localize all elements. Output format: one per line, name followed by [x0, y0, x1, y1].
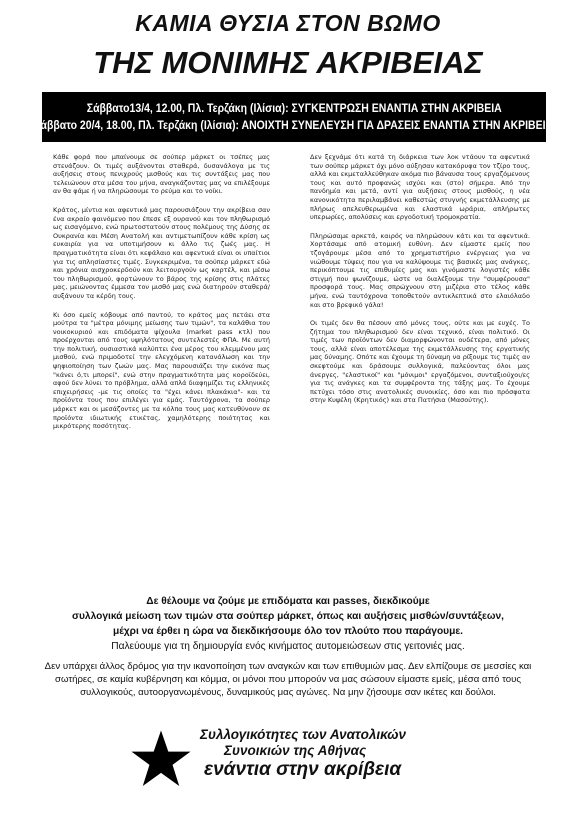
event-banner — [34, 92, 554, 142]
closing-text: Δεν υπάρχει άλλος δρόμος για την ικανοποίηση των αναγκών και των επιθυμιών μας. Δεν ελπίζουμε σε μεσσίες και σωτήρες, σε καμία κυβέρνηση και κόμμα, οι μόνοι που μπορούν να μας σώσουν είμαστε εμείς, μέσα από τους συλλογικούς, αυτοοργανωμένους, δυναμικούς μας αγώνες. Να μην ζήσουμε σαν ικέτες και δούλοι. — [44, 661, 532, 698]
demand-line: μέχρι να έρθει η ώρα να διεκδικήσουμε όλο τον πλούτο που παράγουμε. — [112, 626, 464, 637]
signature-line-1: Συλλογικότητες των Ανατολικών — [200, 727, 406, 742]
left-column — [53, 153, 270, 441]
paragraph: Κι όσο εμείς κόβουμε από παντού, το κράτος μας πετάει στα μούτρα τα "μέτρα μόνιμης μείωσης των τιμών", τα καλάθια του νοικοκυριού και επιδόματα ψίχουλα (market pass κτλ) που προέρχονται από τους υψηλότατους συντελεστές ΦΠΑ. Με αυτή την πολιτική, ουσιαστικά καλύπτει ένα μέρος του κλεμμένου μας μισθού, ενώ πριμοδοτεί την ελεγχόμενη κατανάλωση και την ψηφιοποίηση των ζωών μας. Μας παρουσιάζει την εικόνα πως "κάνει ό,τι μπορεί", ενώ στην πραγματικότητα μας κοροϊδεύει, αφού δεν λύνει το πρόβλημα, αλλά απλά διαφημίζει τις ελληνικές επιχειρήσεις -με τις οποίες τα "έχει κάνει πλακάκια"- και τα προϊόντα τους που επιλέγει για εμάς. Ταυτόχρονα, τα σούπερ μάρκετ και οι μεσάζοντες με τα κόλπα τους μας κατευθύνουν σε προϊόντα ιδιωτικής ετικέτας, χαμηλότερης ποιότητας και μικρότερης ποσότητας. — [53, 310, 270, 431]
event-line-2: Σάββατο 20/4, 18.00, Πλ. Τερζάκη (Ιλίσια): ΑΝΟΙΧΤΗ ΣΥΝΕΛΕΥΣΗ ΓΙΑ ΔΡΑΣΕΙΣ ΕΝΑΝΤΙΑ ΣΤΗΝ ΑΚΡΙΒΕΙΑ — [34, 118, 554, 132]
signature-line-2: Συνοικιών της Αθήνας — [224, 743, 367, 758]
right-column — [310, 153, 530, 415]
signature-line-3: ενάντια στην ακρίβεια — [204, 759, 402, 780]
demands-block — [30, 594, 546, 654]
event-line-1: Σάββατο13/4, 12.00, Πλ. Τερζάκη (Ιλίσια): ΣΥΓΚΕΝΤΡΩΣΗ ΕΝΑΝΤΙΑ ΣΤΗΝ ΑΚΡΙΒΕΙΑ — [86, 101, 502, 115]
star-icon — [130, 728, 192, 790]
paragraph: Κράτος, μίντια και αφεντικά μας παρουσιάζουν την ακρίβεια σαν ένα ακραίο φαινόμενο που έπεσε εξ ουρανού και τον πληθωρισμό ως εισαγόμενο, ενώ πρωτοστατούν στους πολέμους της Δύσης σε Ουκρανία και Μέση Ανατολή και αντιμετωπίζουν κάθε κρίση ως ευκαιρία για να υποτιμήσουν κι άλλο τις ζωές μας. Η πραγματικότητα είναι ότι κεφάλαιο και αφεντικά είναι οι υπαίτιοι για τις απλησίαστες τιμές. Συγκεκριμένα, τα σούπερ μάρκετ εδώ και χρόνια αισχροκερδούν και λειτουργούν ως καρτέλ, και μέσω του πληθωρισμού, φορτώνουν το βάρος της κρίσης στις πλάτες μας, μειώνοντας έμμεσα τον μισθό μας ενώ διατηρούν σταθερά/αυξάνουν τα κέρδη τους. — [53, 205, 270, 300]
paragraph: Κάθε φορά που μπαίνουμε σε σούπερ μάρκετ οι τσέπες μας στενάζουν. Οι τιμές αυξάνονται σταθερά, δυσανάλογα με τις αυξήσεις στους πενιχρούς μισθούς και τις συντάξεις μας που τελειώνουν στα μέσα του μήνα, αναγκάζοντας μας να επιλέξουμε αν θα φάμε ή να πληρώσουμε το ρεύμα και το νοίκι. — [53, 153, 270, 196]
paragraph: Πληρώσαμε αρκετά, καιρός να πληρώσουν κάτι και τα αφεντικά. Χορτάσαμε από ατομική ευθύνη. Δεν είμαστε εμείς που τζογάρουμε μέσα από το χρηματιστήριο ενέργειας για να νιώθουμε τύψεις που για να καλύψουμε τις βασικές μας ανάγκες, περικόπτουμε τις επιθυμίες μας και γινόμαστε λογιστές κάθε στιγμή που ψωνίζουμε, ώστε να διαλέξουμε την "συμφέρουσα" προσφορά τους. Μας σπρώχνουν στη μιζέρια στο τέλος κάθε μήνα, ενώ ταυτόχρονα τοποθετούν αντικλεπτικά στο ελαιόλαδο και στο βρεφικό γάλα! — [310, 231, 530, 309]
demand-line: Παλεύουμε για τη δημιουργία ενός κινήματος αυτομειώσεων στις γειτονιές μας. — [111, 641, 465, 652]
paragraph: Οι τιμές δεν θα πέσουν από μόνες τους, ούτε και με ευχές. Το ζήτημα του πληθωρισμού δεν είναι τεχνικό, είναι πολιτικό. Οι τιμές των προϊόντων δεν διαμορφώνονται ουδέτερα, από μόνες τους, αλλά είναι αποτέλεσμα της εκμετάλλευσης της εργατικής μας δύναμης. Οπότε και έχουμε τη δύναμη να ρίξουμε τις τιμές αν σκεφτούμε και δράσουμε συλλογικά, παλεύοντας όλοι μας άνεργες, "ελαστικοί" και "μόνιμοι" εργαζόμενοι, συνταξιούχοι/ες για τις ανάγκες και τα συμφέροντα της τάξης μας. Το έχουμε πετύχει τόσο στις ανατολικές συνοικίες, όσο και πιο πρόσφατα στην Κυψέλη (Κρητικός) και στα Πατήσια (Μασούτης). — [310, 319, 530, 405]
title-line-2: ΤΗΣ ΜΟΝΙΜΗΣ ΑΚΡΙΒΕΙΑΣ — [93, 45, 483, 80]
demand-line: Δε θέλουμε να ζούμε με επιδόματα και passes, διεκδικούμε — [146, 596, 430, 607]
demand-line: συλλογικά μείωση των τιμών στα σούπερ μάρκετ, όπως και αυξήσεις μισθών/συντάξεων, — [72, 611, 504, 622]
signature — [200, 727, 406, 781]
paragraph: Δεν ξεχνάμε ότι κατά τη διάρκεια των λοκ ντάουν τα αφεντικά των σούπερ μάρκετ όχι μόνο αύξησαν κατακόρυφα τον τζίρο τους, αλλά και εκμεταλλεύθηκαν ακόμα πιο βάναυσα τους εργαζόμενους τους και αυτό προφανώς ισχύει και (στο) σήμερα. Από την πανδημία και μετά, αντί για αυξήσεις στους μισθούς, η νέα κανονικότητα περιλαμβάνει καθεστώς στυγνής εκμετάλλευσης με πλήρως απελευθερωμένα και ελαστικά ωράρια, απλήρωτες υπερωρίες, απολύσεις και εργοδοτική τρομοκρατία. — [310, 153, 530, 222]
title-line-1: ΚΑΜΙΑ ΘΥΣΙΑ ΣΤΟΝ ΒΩΜΟ — [135, 10, 441, 36]
